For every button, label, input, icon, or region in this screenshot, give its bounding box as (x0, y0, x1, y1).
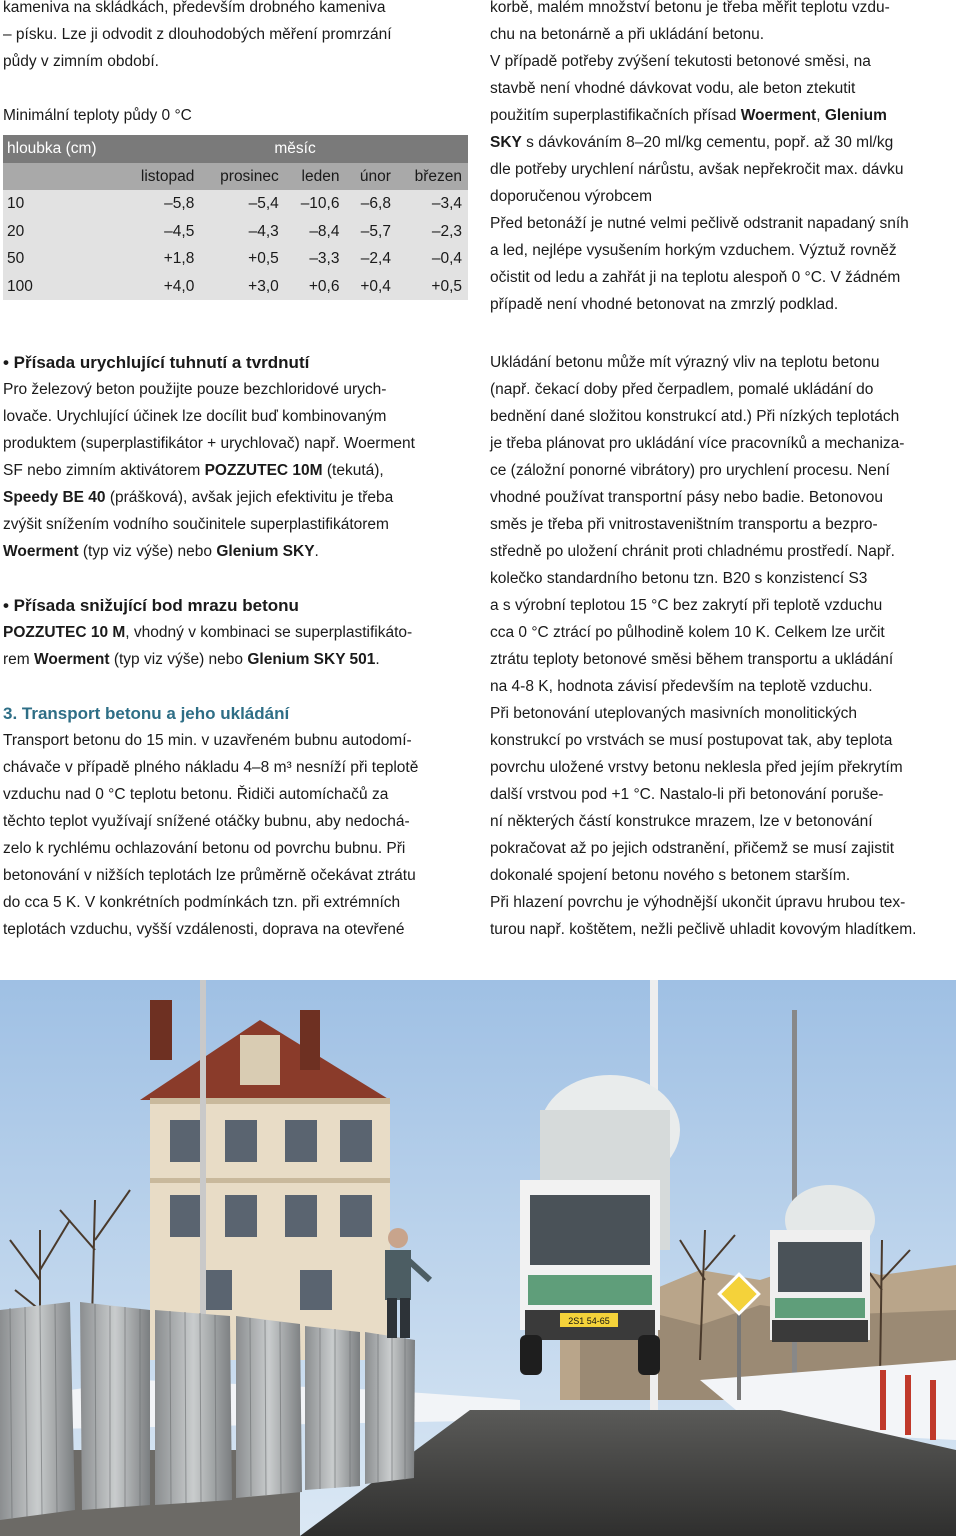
text-line: do cca 5 K. V konkrétních podmínkách tzn. při extrémních (3, 894, 401, 911)
product-name: Speedy BE 40 (3, 489, 106, 506)
section-title-accelerator: • Přísada urychlující tuhnutí a tvrdnutí (3, 353, 310, 372)
value-cell: +0,5 (248, 250, 279, 268)
text-line: případě není vhodné betonovat na zmrzlý podklad. (490, 296, 839, 313)
month-header: únor (359, 167, 391, 185)
text-line: konstrukcí po vrstvách se musí postupovat tak, aby teplota (490, 732, 893, 749)
soil-temperature-table (3, 135, 468, 300)
text-line: chu na betonárně a při ukládání betonu. (490, 26, 765, 43)
text-line: dokonalé spojení betonu nového s betonem starším. (490, 867, 851, 884)
text-line (490, 129, 955, 156)
value-cell: –5,8 (164, 195, 195, 213)
text-line: těchto teplot využívají snížené otáčky bubnu, aby nedochá- (3, 813, 410, 830)
value-cell: –3,4 (431, 195, 462, 213)
concrete-mixer-truck (520, 1075, 680, 1375)
text-line: povrchu uložené vrstvy betonu neklesla před jejím překrytím (490, 759, 903, 776)
product-name: Glenium SKY (216, 543, 315, 560)
text-line: a s výrobní teplotou 15 °C bez zakrytí při teplotě vzduchu (490, 597, 883, 614)
depth-cell: 20 (7, 222, 25, 240)
text-line: ní některých částí konstrukce mrazem, lze v betonování (490, 813, 873, 830)
text-line: Ukládání betonu může mít výrazný vliv na teplotu betonu (490, 354, 880, 371)
intro-line: – písku. Lze ji odvodit z dlouhodobých měření promrzání (3, 26, 392, 43)
table-caption: Minimální teploty půdy 0 °C (3, 107, 192, 124)
text-line: Při hlazení povrchu je výhodnější ukončit úpravu hrubou tex- (490, 894, 906, 911)
table-row (3, 245, 468, 273)
table-row (3, 273, 468, 301)
month-header: březen (414, 167, 462, 185)
text-line: chávače v případě plného nákladu 4–8 m³ nesníží při teplotě (3, 759, 419, 776)
depth-header: hloubka (cm) (7, 140, 97, 158)
text-span: použitím superplastifikačních přísad (490, 107, 741, 124)
text-line: vhodné používat transportní pásy nebo badie. Betonovou (490, 489, 883, 506)
text-line: ztrátu teploty betonové směsi během transportu a ukládání (490, 651, 894, 668)
text-span: (typ viz výše) nebo (78, 543, 217, 560)
value-cell: +0,4 (360, 277, 391, 295)
text-line: Při betonování uteplovaných masivních monolitických (490, 705, 858, 722)
text-line (3, 538, 473, 565)
depth-cell: 100 (7, 277, 33, 295)
text-line: V případě potřeby zvýšení tekutosti betonové směsi, na (490, 53, 871, 70)
value-cell: –6,8 (360, 195, 391, 213)
product-name: POZZUTEC 10M (204, 462, 323, 479)
table-header-row (3, 135, 468, 163)
table-row (3, 190, 468, 218)
text-line: betonování v nižších teplotách lze průměrně očekávat ztrátu (3, 867, 416, 884)
value-cell: +0,6 (308, 277, 340, 295)
license-plate: 2S1 54-65 (568, 1316, 610, 1326)
text-line: cca 0 °C ztrácí po půlhodině kolem 10 K. Celkem lze určit (490, 624, 885, 641)
product-name: POZZUTEC 10 M (3, 624, 126, 641)
value-cell: +4,0 (163, 277, 195, 295)
text-line: pokračovat až po jejich odstranění, přičemž se musí zajistit (490, 840, 895, 857)
section-title-antifreeze: • Přísada snižující bod mrazu betonu (3, 596, 299, 615)
text-line: vzduchu nad 0 °C teplotu betonu. Řidiči automíchačů za (3, 786, 389, 803)
depth-cell: 50 (7, 250, 25, 268)
right-column-bottom (490, 349, 955, 943)
text-line: stavbě není vhodné dávkovat vodu, ale beton ztekutit (490, 80, 856, 97)
product-name: Woerment (34, 651, 110, 668)
intro-line: půdy v zimním období. (3, 53, 159, 70)
text-line: dle potřeby urychlení nárůstu, avšak nepřekročit max. dávku (490, 161, 904, 178)
table-row (3, 218, 468, 246)
text-line: zelo k rychlému ochlazování betonu od povrchu bubnu. Při (3, 840, 406, 857)
value-cell: –3,3 (309, 250, 340, 268)
text-line: lovače. Urychlující účinek lze docílit buď kombinovaným (3, 408, 387, 425)
month-header: prosinec (220, 167, 279, 185)
product-name: Woerment (3, 543, 79, 560)
value-cell: –5,7 (360, 222, 391, 240)
text-line: ce (záložní ponorné vibrátory) pro urychlení procesu. Není (490, 462, 890, 479)
text-line (3, 484, 473, 511)
text-span: (tekutá), (322, 462, 384, 479)
text-line: další vrstvou pod +1 °C. Nastalo-li při betonování poruše- (490, 786, 884, 803)
value-cell: +0,5 (431, 277, 462, 295)
text-line: kolečko standardního betonu tzn. B20 s konzistencí S3 (490, 570, 868, 587)
value-cell: –2,3 (431, 222, 462, 240)
text-line: a led, nejlépe vysušením horkým vzduchem. Výztuž rovněž (490, 242, 897, 259)
text-span: (typ viz výše) nebo (109, 651, 248, 668)
text-span: (prášková), avšak jejich efektivitu je třeba (105, 489, 394, 506)
text-line: Transport betonu do 15 min. v uzavřeném bubnu autodomí- (3, 732, 412, 749)
construction-site-photo (0, 980, 956, 1536)
month-header: listopad (140, 167, 195, 185)
text-line: Před betonáží je nutné velmi pečlivě odstranit napadaný sníh (490, 215, 909, 232)
text-line: směs je třeba při vnitrostaveništním transportu a bezpro- (490, 516, 878, 533)
value-cell: –10,6 (300, 195, 340, 213)
value-cell: –5,4 (248, 195, 279, 213)
text-line: teplotách vzduchu, vyšší vzdálenosti, doprava na otevřené (3, 921, 405, 938)
text-span: , vhodný v kombinaci se superplastifikáto- (125, 624, 413, 641)
text-span: rem (3, 651, 34, 668)
month-header: leden (301, 167, 340, 185)
value-cell: –0,4 (431, 250, 462, 268)
month-group-header: měsíc (274, 140, 316, 158)
product-name: SKY (490, 134, 522, 151)
section-heading-transport: 3. Transport betonu a jeho ukládání (3, 704, 290, 723)
value-cell: +1,8 (163, 250, 195, 268)
table-month-row (3, 163, 468, 191)
text-span: . (375, 651, 380, 668)
text-line: je třeba plánovat pro ukládání více pracovníků a mechaniza- (490, 435, 905, 452)
value-cell: +3,0 (248, 277, 279, 295)
value-cell: –4,5 (164, 222, 195, 240)
text-line: doporučenou výrobcem (490, 188, 652, 205)
photo-illustration (0, 980, 956, 1536)
text-line (3, 619, 473, 646)
text-line (3, 646, 473, 673)
intro-line: kameniva na skládkách, především drobného kameniva (3, 0, 386, 16)
text-line: očistit od ledu a zahřát ji na teplotu alespoň 0 °C. V žádném (490, 269, 901, 286)
text-line: na 4-8 K, hodnota závisí především na teplotě vzduchu. (490, 678, 873, 695)
product-name: Glenium SKY 501 (247, 651, 376, 668)
text-line: turou např. koštětem, nežli pečlivě uhladit kovovým hladítkem. (490, 921, 917, 938)
text-line: Pro železový beton použijte pouze bezchloridové urych- (3, 381, 387, 398)
value-cell: –8,4 (309, 222, 340, 240)
text-line: středně po uložení chránit proti chladnému prostředí. Např. (490, 543, 895, 560)
spacer (3, 673, 473, 700)
text-line: zvýšit snížením vodního součinitele superplastifikátorem (3, 516, 389, 533)
text-line (3, 457, 473, 484)
spacer (3, 565, 473, 592)
value-cell: –4,3 (248, 222, 279, 240)
product-name: Glenium (824, 107, 887, 124)
text-line: (např. čekací doby před čerpadlem, pomalé ukládání do (490, 381, 874, 398)
value-cell: –2,4 (360, 250, 391, 268)
right-column-top (490, 0, 955, 318)
text-span: . (314, 543, 319, 560)
text-line (490, 102, 955, 129)
text-line: bednění dané složitou konstrukcí atd.) Při nízkých teplotách (490, 408, 900, 425)
text-span: SF nebo zimním aktivátorem (3, 462, 205, 479)
text-line: produktem (superplastifikátor + urychlovač) např. Woerment (3, 435, 415, 452)
depth-cell: 10 (7, 195, 25, 213)
left-column-bottom (3, 349, 473, 943)
text-span: s dávkováním 8–20 ml/kg cementu, popř. až 30 ml/kg (521, 134, 894, 151)
left-column-top (3, 0, 473, 300)
text-line: korbě, malém množství betonu je třeba měřit teplotu vzdu- (490, 0, 890, 16)
text-span: , (816, 107, 825, 124)
empty-cell (3, 163, 122, 191)
product-name: Woerment (740, 107, 817, 124)
